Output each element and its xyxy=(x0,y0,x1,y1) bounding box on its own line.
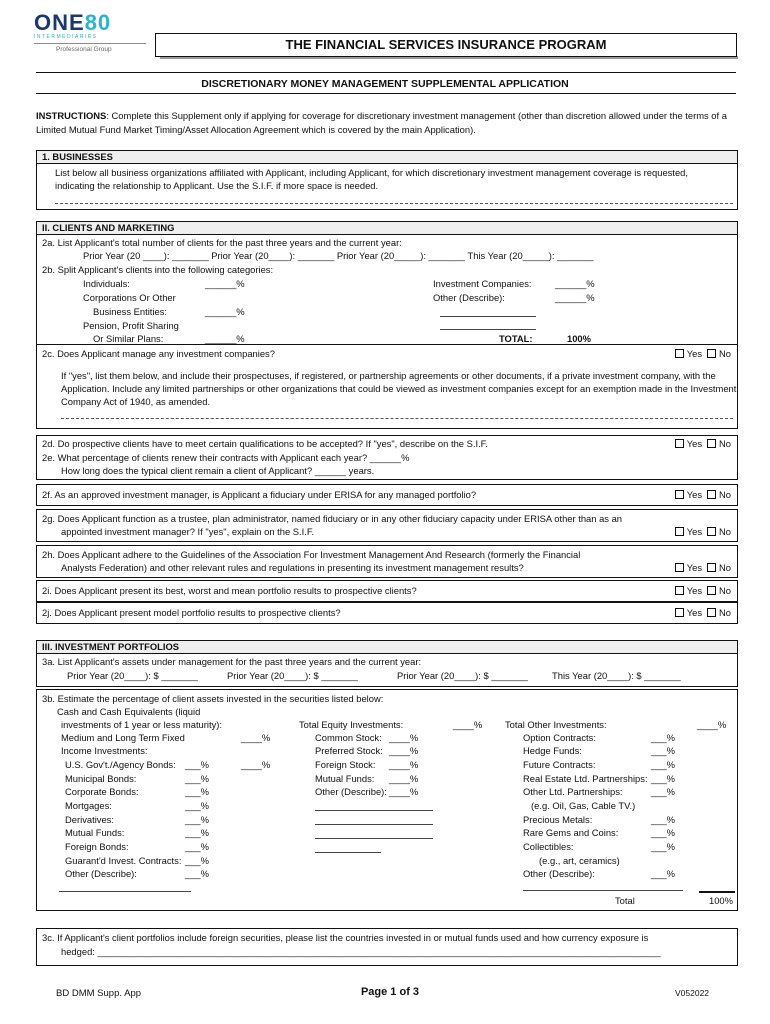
c3-label: (e.g. Oil, Gas, Cable TV.) xyxy=(531,800,636,811)
instructions-label: INSTRUCTIONS xyxy=(36,110,107,121)
s1-line-2: indicating the relationship to Applicant. Use the S.I.F. if more space is needed. xyxy=(55,180,379,191)
pct-input[interactable]: ___% xyxy=(185,827,209,838)
q3a: 3a. List Applicant's assets under management for the past three years and the current year: xyxy=(42,656,422,667)
q2e-1: 2e. What percentage of clients renew their contracts with Applicant each year? ______% xyxy=(42,452,410,463)
instructions-line-2: Limited Mutual Fund Market Timing/Asset Allocation Agreement which is covered by the main Application). xyxy=(36,124,476,135)
pct-input[interactable]: ____% xyxy=(389,732,419,743)
q2h-2: Analysts Federation) and other relevant rules and regulations in presenting its investment management results? xyxy=(61,562,524,573)
s1-line-1: List below all business organizations affiliated with Applicant, including Applicant, for which discretionary investment management coverage is requested, xyxy=(55,167,688,178)
cat-corporations: Corporations Or Other xyxy=(83,292,176,303)
q2b: 2b. Split Applicant's clients into the following categories: xyxy=(42,264,274,275)
q2d-yes-no: Yes No xyxy=(670,438,731,449)
s1-answer-line[interactable] xyxy=(55,203,733,204)
c3-label: Precious Metals: xyxy=(523,814,593,825)
pct-total-other[interactable]: ____% xyxy=(697,719,727,730)
pct-total-equity[interactable]: ____% xyxy=(453,719,483,730)
pct-input[interactable]: ____% xyxy=(389,773,419,784)
pct-input[interactable]: ___% xyxy=(651,786,675,797)
pct-other[interactable]: ______% xyxy=(555,292,595,303)
q2a-years[interactable]: Prior Year (20 ____): _______ Prior Year (20____): _______ Prior Year (20_____): _______ This Year (20_____): _______ xyxy=(83,250,594,261)
q2g-yes-no: Yes No xyxy=(670,526,731,537)
pct-input[interactable]: ___% xyxy=(185,759,209,770)
q2j-block xyxy=(36,602,738,624)
pct-input[interactable]: ___% xyxy=(185,841,209,852)
no-checkbox[interactable] xyxy=(707,349,716,358)
pct-input[interactable]: ___% xyxy=(651,814,675,825)
pct-input[interactable]: ___% xyxy=(651,759,675,770)
pct-medium-long[interactable]: ____% xyxy=(241,732,271,743)
total-rule xyxy=(699,891,735,893)
q2f: 2f. As an approved investment manager, is Applicant a fiduciary under ERISA for any managed portfolio? xyxy=(42,489,477,500)
q3a-prior-2[interactable]: Prior Year (20____): $ _______ xyxy=(227,670,358,681)
yes-checkbox[interactable] xyxy=(675,349,684,358)
page-subtitle: DISCRETIONARY MONEY MANAGEMENT SUPPLEMENTAL APPLICATION xyxy=(201,78,569,90)
q2g-2: appointed investment manager? If "yes", explain on the S.I.F. xyxy=(61,526,315,537)
cat-pension: Pension, Profit Sharing xyxy=(83,320,179,331)
logo-rule xyxy=(34,43,146,44)
other-line[interactable] xyxy=(315,810,433,811)
pct-input[interactable]: ___% xyxy=(185,868,209,879)
other-line[interactable] xyxy=(440,316,536,317)
pct-business-entities[interactable]: ______% xyxy=(205,306,245,317)
pct-input[interactable]: ___% xyxy=(185,786,209,797)
q2c-text-3: Company Act of 1940, as amended. xyxy=(61,396,211,407)
q2c: 2c. Does Applicant manage any investment companies? xyxy=(42,348,275,359)
c2-label: Common Stock: xyxy=(315,732,382,743)
section-heading: 1. BUSINESSES xyxy=(37,151,737,164)
other-line[interactable] xyxy=(523,890,683,891)
total-label: TOTAL: xyxy=(499,333,533,344)
total-label: Total xyxy=(615,895,635,906)
logo-group: Professional Group xyxy=(56,46,112,53)
q2i-yes-no: Yes No xyxy=(670,585,731,596)
c2-label: Other (Describe): xyxy=(315,786,387,797)
other-line[interactable] xyxy=(440,329,536,330)
q2f-block xyxy=(36,484,738,506)
c3-label: Other (Describe): xyxy=(523,868,595,879)
total-value: 100% xyxy=(567,333,591,344)
divider xyxy=(37,344,737,345)
q3c-block xyxy=(36,928,738,966)
q2e-2: How long does the typical client remain a client of Applicant? ______ years. xyxy=(61,465,375,476)
pct-input[interactable]: ___% xyxy=(651,745,675,756)
pct-input[interactable]: ___% xyxy=(185,855,209,866)
yes-checkbox[interactable] xyxy=(675,563,684,572)
other-line[interactable] xyxy=(59,891,191,892)
c1-label: Mortgages: xyxy=(65,800,112,811)
pct-input[interactable]: ___% xyxy=(651,868,675,879)
pct-input[interactable]: ____% xyxy=(389,759,419,770)
cat-business-entities: Business Entities: xyxy=(93,306,167,317)
instructions-line-1: INSTRUCTIONS: Complete this Supplement only if applying for coverage for discretionary investment management (other than discretion allowed under the terms of a xyxy=(36,110,727,121)
yes-checkbox[interactable] xyxy=(675,527,684,536)
divider xyxy=(36,93,736,94)
q2h-yes-no: Yes No xyxy=(670,562,731,573)
section-clients-marketing xyxy=(36,221,738,429)
logo-eighty: 80 xyxy=(84,10,112,35)
q2a: 2a. List Applicant's total number of clients for the past three years and the current year: xyxy=(42,237,402,248)
q3b: 3b. Estimate the percentage of client assets invested in the securities listed below: xyxy=(42,693,384,704)
q3b-block xyxy=(36,689,738,911)
footer-form-id: BD DMM Supp. App xyxy=(56,988,142,999)
q2d: 2d. Do prospective clients have to meet certain qualifications to be accepted? If "yes", describe on the S.I.F. xyxy=(42,438,488,449)
c3-label: Rare Gems and Coins: xyxy=(523,827,619,838)
q3a-prior-1[interactable]: Prior Year (20____): $ _______ xyxy=(67,670,198,681)
c1-label: Cash and Cash Equivalents (liquid xyxy=(57,706,201,717)
cat-investment-companies: Investment Companies: xyxy=(433,278,532,289)
section-heading: II. CLIENTS AND MARKETING xyxy=(37,222,737,235)
pct-individuals[interactable]: ______% xyxy=(205,278,245,289)
other-line[interactable] xyxy=(315,852,381,853)
pct-investment-companies[interactable]: ______% xyxy=(555,278,595,289)
c1-label: U.S. Gov't./Agency Bonds: xyxy=(65,759,176,770)
cat-other: Other (Describe): xyxy=(433,292,505,303)
q2c-yes-no: Yes No xyxy=(670,348,731,359)
c3-label: Hedge Funds: xyxy=(523,745,582,756)
q2d-q2e-block xyxy=(36,435,738,480)
cat-similar-plans: Or Similar Plans: xyxy=(93,333,164,344)
c2-label: Preferred Stock: xyxy=(315,745,383,756)
no-checkbox[interactable] xyxy=(707,490,716,499)
pct-fixed-subtotal[interactable]: ____% xyxy=(241,759,271,770)
q3c-1: 3c. If Applicant's client portfolios include foreign securities, please list the countries invested in or mutual funds used and how currency exposure is xyxy=(42,932,649,943)
c3-label: Real Estate Ltd. Partnerships: xyxy=(523,773,648,784)
q2g-block xyxy=(36,509,738,542)
q2c-answer-line[interactable] xyxy=(61,418,733,419)
pct-input[interactable]: ___% xyxy=(185,773,209,784)
q2j: 2j. Does Applicant present model portfolio results to prospective clients? xyxy=(42,607,341,618)
pct-input[interactable]: ___% xyxy=(651,841,675,852)
c3-label: (e.g., art, ceramics) xyxy=(539,855,620,866)
q3c-2[interactable]: hedged: ____________________________________________________________________________________________________________ xyxy=(61,946,661,957)
c1-label: Derivatives: xyxy=(65,814,114,825)
c3-label: Other Ltd. Partnerships: xyxy=(523,786,623,797)
c3-label: Option Contracts: xyxy=(523,732,596,743)
yes-checkbox[interactable] xyxy=(675,608,684,617)
q2h-block xyxy=(36,545,738,578)
c1-label: Mutual Funds: xyxy=(65,827,125,838)
cat-individuals: Individuals: xyxy=(83,278,130,289)
c2-label: Mutual Funds: xyxy=(315,773,375,784)
c2-label: Total Equity Investments: xyxy=(299,719,404,730)
c1-label: Guarant'd Invest. Contracts: xyxy=(65,855,182,866)
c2-label: Foreign Stock: xyxy=(315,759,376,770)
c1-label: Other (Describe): xyxy=(65,868,137,879)
other-line[interactable] xyxy=(315,824,433,825)
c1-label: Corporate Bonds: xyxy=(65,786,139,797)
c3-label: Future Contracts: xyxy=(523,759,596,770)
c1-label: Medium and Long Term Fixed xyxy=(61,732,185,743)
q2i: 2i. Does Applicant present its best, worst and mean portfolio results to prospective clients? xyxy=(42,585,417,596)
page-number: Page 1 of 3 xyxy=(360,986,420,998)
q3a-prior-3[interactable]: Prior Year (20____): $ _______ xyxy=(397,670,528,681)
yes-checkbox[interactable] xyxy=(675,586,684,595)
q2c-text-2: Application. Include any limited partnerships or other organizations that could be viewed as investment companies except for an exemption made in the Investment xyxy=(61,383,737,394)
pct-input[interactable]: ___% xyxy=(185,800,209,811)
pct-input[interactable]: ____% xyxy=(389,786,419,797)
q2i-block xyxy=(36,580,738,602)
c1-label: Income Investments: xyxy=(61,745,148,756)
q2h-1: 2h. Does Applicant adhere to the Guidelines of the Association For Investment Management And Research (formerly the Financial xyxy=(42,549,581,560)
page-title: THE FINANCIAL SERVICES INSURANCE PROGRAM xyxy=(155,33,737,57)
footer-version: V052022 xyxy=(675,988,710,998)
c1-label: investments of 1 year or less maturity): xyxy=(61,719,222,730)
no-checkbox[interactable] xyxy=(707,608,716,617)
c3-label: Total Other Investments: xyxy=(505,719,607,730)
q3a-this-year[interactable]: This Year (20____): $ _______ xyxy=(552,670,681,681)
yes-checkbox[interactable] xyxy=(675,490,684,499)
no-checkbox[interactable] xyxy=(707,563,716,572)
divider xyxy=(36,72,736,73)
section-businesses xyxy=(36,150,738,210)
pct-input[interactable]: ___% xyxy=(651,773,675,784)
c3-label: Collectibles: xyxy=(523,841,574,852)
c1-label: Municipal Bonds: xyxy=(65,773,137,784)
pct-similar-plans[interactable]: ______% xyxy=(205,333,245,344)
q2j-yes-no: Yes No xyxy=(670,607,731,618)
pct-input[interactable]: ___% xyxy=(651,827,675,838)
pct-input[interactable]: ___% xyxy=(651,732,675,743)
logo-intermediaries: INTERMEDIARIES xyxy=(34,34,98,40)
q2c-text-1: If "yes", list them below, and include their prospectuses, if registered, or partnership agreements or other documents, if a private investment company, with the xyxy=(61,370,716,381)
c1-label: Foreign Bonds: xyxy=(65,841,129,852)
no-checkbox[interactable] xyxy=(707,586,716,595)
section-heading: III. INVESTMENT PORTFOLIOS xyxy=(37,641,737,654)
other-line[interactable] xyxy=(315,838,433,839)
total-value: 100% xyxy=(709,895,733,906)
q2g-1: 2g. Does Applicant function as a trustee, plan administrator, named fiduciary or in any other fiduciary capacity under ERISA other than as an xyxy=(42,513,623,524)
logo-one: ONE xyxy=(34,10,85,35)
yes-checkbox[interactable] xyxy=(675,439,684,448)
no-checkbox[interactable] xyxy=(707,439,716,448)
section-investment-portfolios xyxy=(36,640,738,687)
pct-input[interactable]: ___% xyxy=(185,814,209,825)
q2f-yes-no: Yes No xyxy=(670,489,731,500)
no-checkbox[interactable] xyxy=(707,527,716,536)
pct-input[interactable]: ____% xyxy=(389,745,419,756)
one80-logo xyxy=(34,12,154,54)
